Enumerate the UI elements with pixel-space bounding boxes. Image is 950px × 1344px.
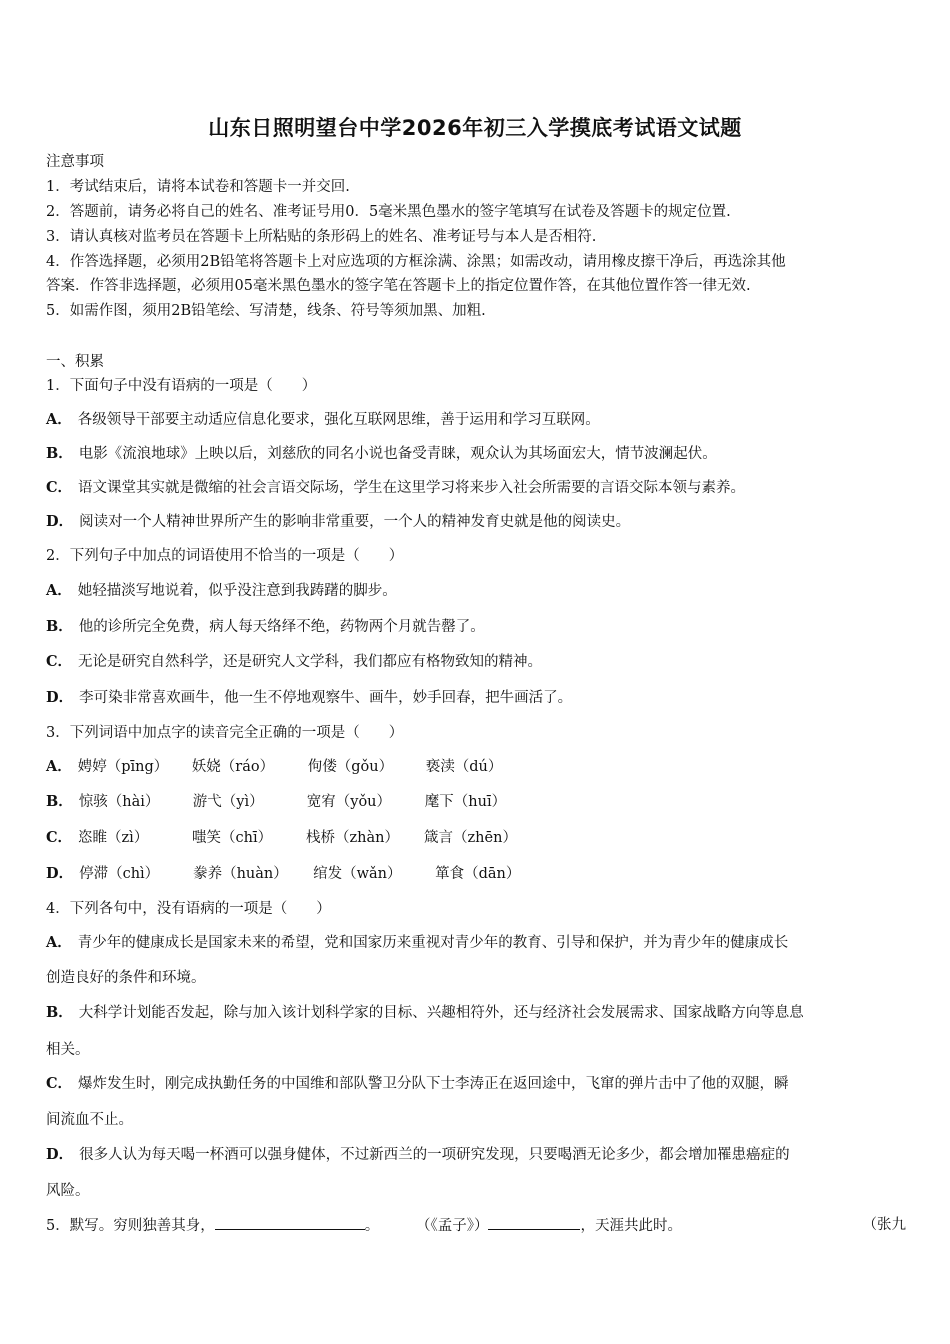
option-text: 电影《流浪地球》上映以后，刘慈欣的同名小说也备受青睐，观众认为其场面宏大，情节波澜起伏。 [78, 446, 717, 462]
q4-option-d [46, 1145, 906, 1165]
q3-option-b [46, 792, 506, 812]
option-letter: B． [46, 445, 73, 462]
option-letter: C． [46, 479, 73, 496]
q3-option-c [46, 828, 517, 848]
notice-item: 4．作答选择题，必须用2B铅笔将答题卡上对应选项的方框涂满、涂黑；如需改动，请用橡皮擦干净后，再选涂其他 [46, 254, 786, 270]
notice-item: 5．如需作图，须用2B铅笔绘、写清楚，线条、符号等须加黑、加粗. [46, 303, 486, 319]
question-text: 。 [364, 1218, 380, 1234]
pinyin-word: 恣睢（zì） [78, 830, 149, 846]
option-letter: A． [46, 934, 72, 951]
pinyin-word: 麾下（huī） [424, 794, 507, 810]
q2-option-a [46, 581, 906, 601]
option-letter: B． [46, 1004, 73, 1021]
option-text: 青少年的健康成长是国家未来的希望，党和国家历来重视对青少年的教育、引导和保护，并为青少年的健康成长 [77, 935, 789, 951]
option-letter: A． [46, 411, 72, 428]
option-letter: C． [46, 1075, 73, 1092]
option-text: 李可染非常喜欢画牛，他一生不停地观察牛、画牛，妙手回春，把牛画活了。 [79, 690, 573, 706]
pinyin-word: 游弋（yì） [192, 794, 264, 810]
pinyin-word: 惊骇（hài） [78, 794, 160, 810]
pinyin-word: 豢养（huàn） [193, 866, 288, 882]
option-letter: B． [46, 618, 73, 635]
q4-option-a-cont: 创造良好的条件和环境。 [46, 970, 206, 986]
q1-option-b [46, 444, 906, 464]
pinyin-word: 箴言（zhēn） [424, 830, 517, 846]
option-text: 语文课堂其实就是微缩的社会言语交际场，学生在这里学习将来步入社会所需要的言语交际本领与素养。 [78, 480, 746, 496]
option-text: 他的诊所完全免费，病人每天络绎不绝，药物两个月就告罄了。 [78, 619, 485, 635]
question-stem: 4．下列各句中，没有语病的一项是（ ） [46, 901, 331, 917]
q2-option-b [46, 617, 906, 637]
section-heading: 一、积累 [46, 354, 104, 370]
pinyin-word: 娉婷（pīng） [77, 759, 169, 775]
pinyin-word: 栈桥（zhàn） [306, 830, 400, 846]
pinyin-word: 嗤笑（chī） [192, 830, 273, 846]
option-letter: A． [46, 758, 72, 775]
page-title: 山东日照明望台中学2026年初三入学摸底考试语文试题 [208, 116, 742, 140]
option-letter: C． [46, 829, 73, 846]
option-text: 大科学计划能否发起，除与加入该计划科学家的目标、兴趣相符外，还与经济社会发展需求、国家战略方向等息息 [78, 1005, 804, 1021]
question-5 [46, 1215, 906, 1236]
option-text: 很多人认为每天喝一杯酒可以强身健体，不过新西兰的一项研究发现，只要喝酒无论多少，都会增加罹患癌症的 [79, 1147, 790, 1163]
q4-option-d-cont: 风险。 [46, 1183, 90, 1199]
option-letter: C． [46, 653, 73, 670]
q1-option-a [46, 410, 906, 430]
q1-option-c [46, 478, 906, 498]
notice-item: 2．答题前，请务必将自己的姓名、准考证号用0．5毫米黑色墨水的签字笔填写在试卷及答题卡的规定位置. [46, 204, 731, 220]
pinyin-word: 亵渎（dú） [425, 759, 503, 775]
option-letter: D． [46, 865, 74, 882]
pinyin-word: 绾发（wǎn） [313, 866, 402, 882]
notice-item: 1．考试结束后，请将本试卷和答题卡一并交回. [46, 179, 350, 195]
answer-blank[interactable] [215, 1215, 365, 1230]
option-text: 爆炸发生时，刚完成执勤任务的中国维和部队警卫分队下士李涛正在返回途中，飞窜的弹片击中了他的双腿，瞬 [78, 1076, 789, 1092]
question-text: ，天涯共此时。 [580, 1218, 682, 1234]
question-stem: 3．下列词语中加点字的读音完全正确的一项是（ ） [46, 725, 404, 741]
notice-item: 答案．作答非选择题，必须用05毫米黑色墨水的签字笔在答题卡上的指定位置作答，在其他位置作答一律无效. [46, 278, 751, 294]
q2-option-d [46, 688, 906, 708]
pinyin-word: 宽宥（yǒu） [306, 794, 392, 810]
q4-option-a [46, 933, 906, 953]
question-lead: 默写。穷则独善其身， [69, 1218, 215, 1234]
option-text: 阅读对一个人精神世界所产生的影响非常重要，一个人的精神发育史就是他的阅读史。 [79, 514, 631, 530]
pinyin-word: 箪食（dān） [435, 866, 521, 882]
q3-option-d [46, 864, 520, 884]
option-letter: D． [46, 689, 74, 706]
answer-blank[interactable] [488, 1215, 580, 1230]
option-letter: B． [46, 793, 73, 810]
question-stem: 1．下面句子中没有语病的一项是（ ） [46, 378, 317, 394]
option-letter: D． [46, 1146, 74, 1163]
q1-option-d [46, 512, 906, 532]
q4-option-b [46, 1003, 906, 1023]
source-citation-tail: （张九 [862, 1217, 906, 1233]
option-text: 各级领导干部要主动适应信息化要求，强化互联网思维，善于运用和学习互联网。 [77, 412, 600, 428]
q2-option-c [46, 652, 906, 672]
question-number: 5． [46, 1218, 70, 1234]
q3-option-a [46, 757, 502, 777]
option-letter: D． [46, 513, 74, 530]
option-text: 她轻描淡写地说着，似乎没注意到我踌躇的脚步。 [77, 583, 397, 599]
question-stem: 2．下列句子中加点的词语使用不恰当的一项是（ ） [46, 548, 404, 564]
option-letter: A． [46, 582, 72, 599]
option-text: 无论是研究自然科学，还是研究人文学科，我们都应有格物致知的精神。 [78, 654, 543, 670]
notice-item: 3．请认真核对监考员在答题卡上所粘贴的条形码上的姓名、准考证号与本人是否相符. [46, 229, 597, 245]
pinyin-word: 停滞（chì） [79, 866, 160, 882]
source-citation: （《孟子》） [423, 1218, 489, 1234]
q4-option-c-cont: 间流血不止。 [46, 1112, 133, 1128]
q4-option-c [46, 1074, 906, 1094]
pinyin-word: 妖娆（ráo） [191, 759, 275, 775]
pinyin-word: 佝偻（gǒu） [307, 759, 394, 775]
q4-option-b-cont: 相关。 [46, 1042, 90, 1058]
notice-heading: 注意事项 [46, 154, 104, 170]
